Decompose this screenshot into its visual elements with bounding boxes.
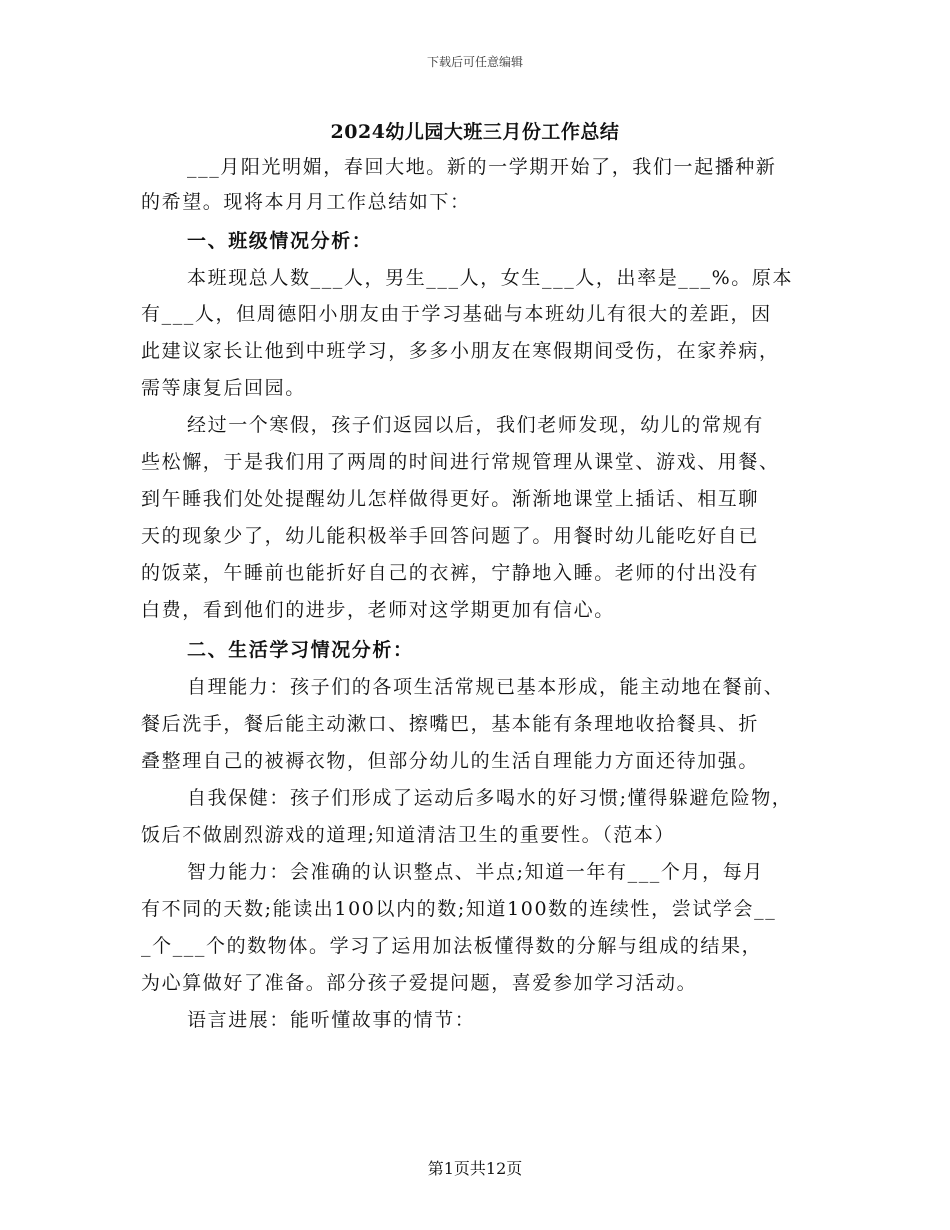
paragraph-line: 自理能力：孩子们的各项生活常规已基本形成，能主动地在餐前、 xyxy=(187,676,785,698)
section-heading: 一、班级情况分析： xyxy=(187,230,373,252)
section-heading: 二、生活学习情况分析： xyxy=(187,639,414,661)
paragraph-line: 天的现象少了，幼儿能积极举手回答问题了。用餐时幼儿能吃好自已 xyxy=(141,525,760,547)
paragraph-line: 自我保健：孩子们形成了运动后多喝水的好习惯;懂得躲避危险物， xyxy=(187,787,793,809)
paragraph-line: 餐后洗手，餐后能主动漱口、擦嘴巴，基本能有条理地收拾餐具、折 xyxy=(141,713,760,735)
paragraph-line: 语言进展：能听懂故事的情节： xyxy=(187,1009,476,1031)
paragraph-line: 智力能力：会准确的认识整点、半点;知道一年有___个月，每月 xyxy=(187,861,764,883)
paragraph-line: 为心算做好了准备。部分孩子爱提问题，喜爱参加学习活动。 xyxy=(141,972,698,994)
page-footer: 第1页共12页 xyxy=(427,1159,523,1178)
paragraph-line: 到午睡我们处处提醒幼儿怎样做得更好。渐渐地课堂上插话、相互聊 xyxy=(141,488,760,510)
paragraph-line: 的饭菜，午睡前也能折好自己的衣裤，宁静地入睡。老师的付出没有 xyxy=(141,562,760,584)
paragraph-line: 有不同的天数;能读出100以内的数;知道100数的连续性，尝试学会__ xyxy=(141,898,777,920)
paragraph-line: 饭后不做剧烈游戏的道理;知道清洁卫生的重要性。（范本） xyxy=(141,824,676,846)
page-header: 下载后可任意编辑 xyxy=(426,55,523,69)
paragraph-line: 经过一个寒假，孩子们返园以后，我们老师发现，幼儿的常规有 xyxy=(187,414,764,436)
paragraph-line: 白费，看到他们的进步，老师对这学期更加有信心。 xyxy=(141,599,615,621)
paragraph-line: _个___个的数物体。学习了运用加法板懂得数的分解与组成的结果， xyxy=(141,935,763,957)
paragraph-line: 本班现总人数___人，男生___人，女生___人，出率是___%。原本 xyxy=(187,267,794,289)
document-title: 2024幼儿园大班三月份工作总结 xyxy=(330,121,620,143)
paragraph-line: 有___人，但周德阳小朋友由于学习基础与本班幼儿有很大的差距，因 xyxy=(141,303,772,325)
paragraph-line: 叠整理自己的被褥衣物，但部分幼儿的生活自理能力方面还待加强。 xyxy=(141,750,760,772)
paragraph-line: 需等康复后回园。 xyxy=(141,377,306,399)
paragraph-line: 的希望。现将本月月工作总结如下： xyxy=(141,191,471,213)
paragraph-line: ___月阳光明媚，春回大地。新的一学期开始了，我们一起播种新 xyxy=(187,156,777,178)
paragraph-line: 此建议家长让他到中班学习，多多小朋友在寒假期间受伤，在家养病， xyxy=(141,340,780,362)
paragraph-line: 些松懈，于是我们用了两周的时间进行常规管理从课堂、游戏、用餐、 xyxy=(141,451,780,473)
